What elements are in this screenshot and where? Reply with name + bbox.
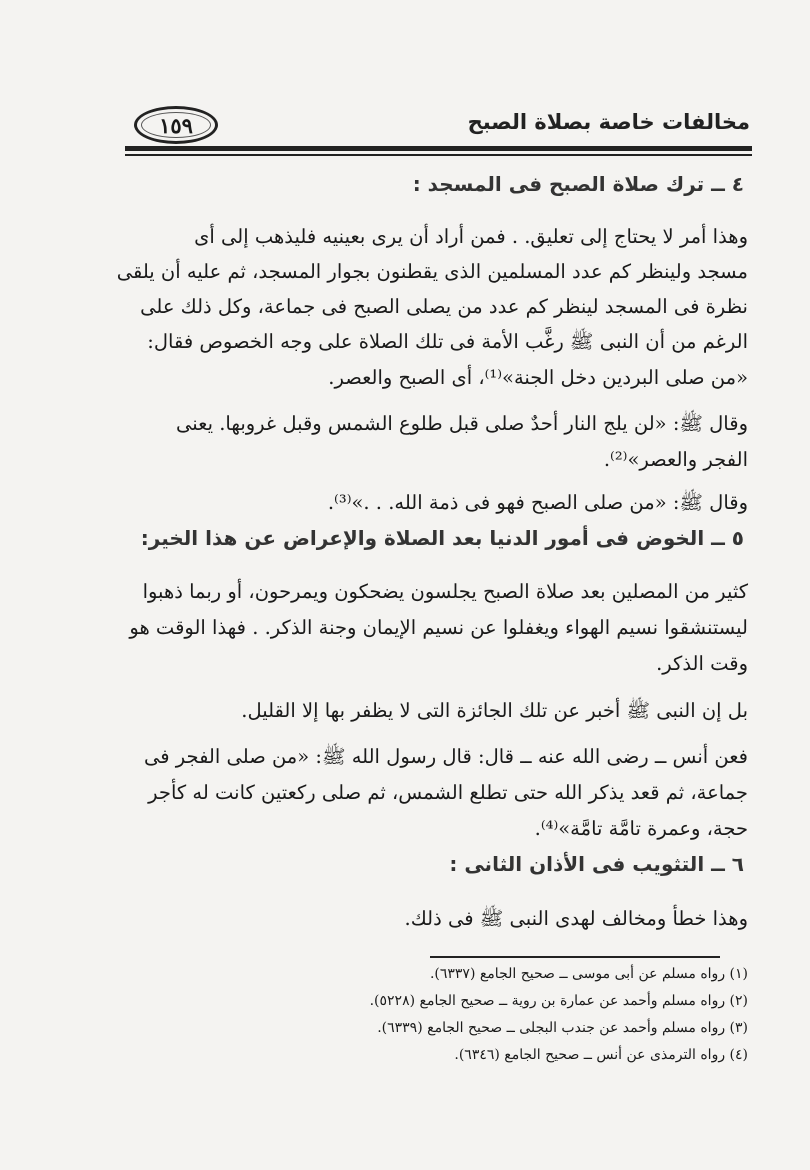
paragraph-line: فعن أنس ــ رضى الله عنه ــ قال: قال رسول الله ﷺ: «من صلى الفجر فى [143, 745, 748, 768]
page-number-badge [134, 106, 218, 144]
footnote-1: (١) رواه مسلم عن أبى موسى ــ صحيح الجامع (٦٣٣٧). [429, 966, 748, 982]
header-rule-thin [125, 154, 752, 156]
footnote-2: (٢) رواه مسلم وأحمد عن عمارة بن روية ــ صحيح الجامع (٥٢٢٨). [369, 993, 748, 1009]
paragraph-line: بل إن النبى ﷺ أخبر عن تلك الجائزة التى لا يظفر بها إلا القليل. [241, 699, 748, 722]
paragraph-line: وهذا أمر لا يحتاج إلى تعليق. . فمن أراد أن يرى بعينيه فليذهب إلى أى [194, 225, 748, 248]
footnote-separator [430, 956, 720, 958]
paragraph-line: الفجر والعصر»⁽²⁾. [603, 448, 748, 471]
section-heading-6: ٦ ــ التثويب فى الأذان الثانى : [449, 852, 744, 876]
paragraph-line: كثير من المصلين بعد صلاة الصبح يجلسون يضحكون ويمرحون، أو ربما ذهبوا [142, 580, 748, 603]
paragraph-line: جماعة، ثم قعد يذكر الله حتى تطلع الشمس، ثم صلى ركعتين كانت له كأجر [148, 781, 748, 804]
paragraph-line: حجة، وعمرة تامَّة تامَّة»⁽⁴⁾. [534, 817, 748, 840]
section-heading-4: ٤ ــ ترك صلاة الصبح فى المسجد : [412, 172, 744, 196]
paragraph-line: مسجد ولينظر كم عدد المسلمين الذى يقطنون بجوار المسجد، ثم عليه أن يلقى [116, 260, 748, 283]
page-number: ١٥٩ [159, 112, 193, 138]
paragraph-line: نظرة فى المسجد لينظر كم عدد من يصلى الصبح فى جماعة، وكل ذلك على [140, 295, 748, 318]
footnote-4: (٤) رواه الترمذى عن أنس ــ صحيح الجامع (٦٣٤٦). [454, 1047, 748, 1063]
paragraph-line: ليستنشقوا نسيم الهواء ويغفلوا عن نسيم الإيمان وجنة الذكر. . فهذا الوقت هو [129, 616, 748, 639]
header-rule-thick [125, 146, 752, 151]
paragraph-line: الرغم من أن النبى ﷺ رغَّب الأمة فى تلك الصلاة على وجه الخصوص فقال: [147, 330, 748, 353]
section-heading-5: ٥ ــ الخوض فى أمور الدنيا بعد الصلاة والإعراض عن هذا الخير: [140, 526, 744, 550]
footnote-3: (٣) رواه مسلم وأحمد عن جندب البجلى ــ صحيح الجامع (٦٣٣٩). [377, 1020, 748, 1036]
paragraph-line: وقال ﷺ: «لن يلج النار أحدٌ صلى قبل طلوع الشمس وقبل غروبها. يعنى [176, 412, 748, 435]
paragraph-line: وقال ﷺ: «من صلى الصبح فهو فى ذمة الله. . .»⁽³⁾. [327, 491, 748, 514]
paragraph-line: وهذا خطأ ومخالف لهدى النبى ﷺ فى ذلك. [404, 907, 748, 930]
running-header-title: مخالفات خاصة بصلاة الصبح [467, 110, 750, 134]
paragraph-line: وقت الذكر. [656, 652, 748, 675]
paragraph-line: «من صلى البردين دخل الجنة»⁽¹⁾، أى الصبح والعصر. [328, 366, 748, 389]
